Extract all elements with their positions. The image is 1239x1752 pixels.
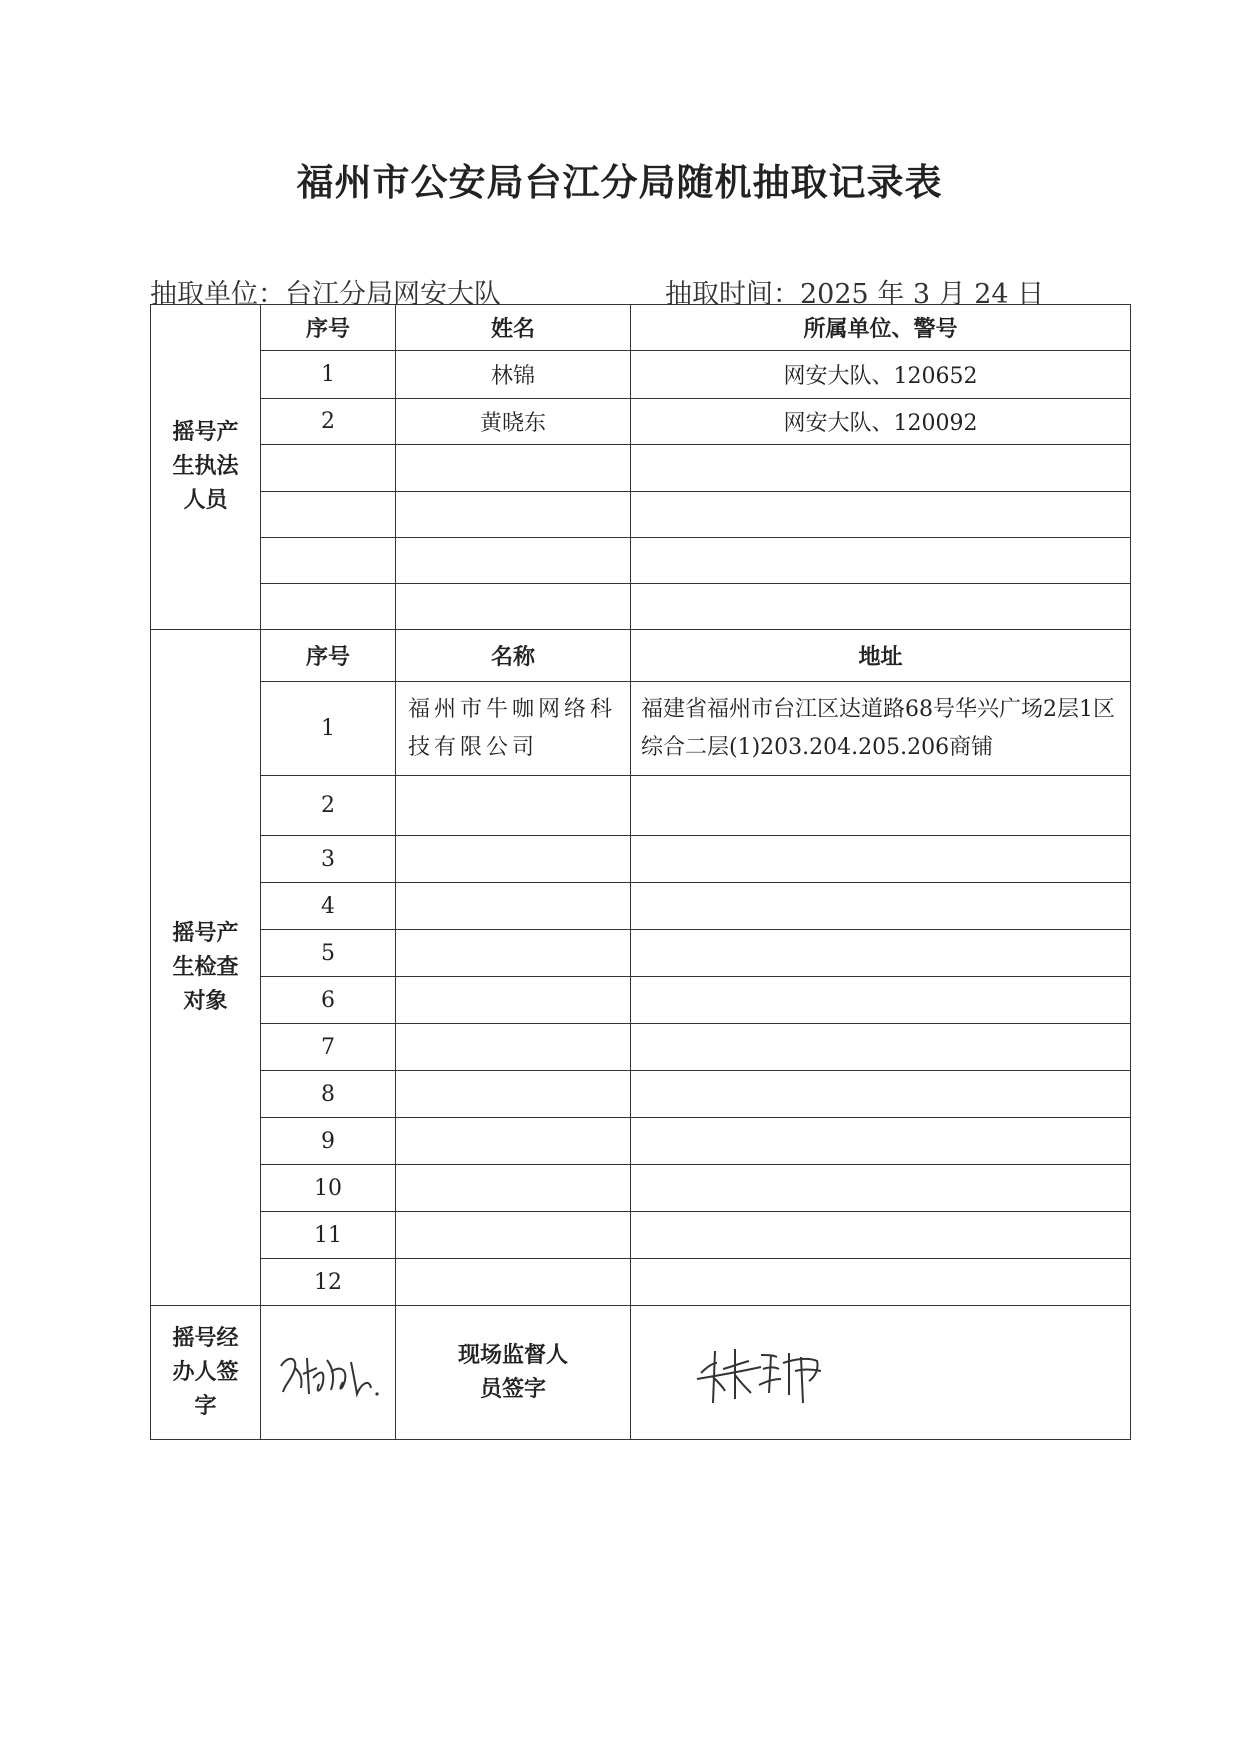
target-name: [396, 1165, 631, 1212]
officer-row: [151, 538, 1131, 584]
targets-header-row: [151, 630, 1131, 682]
col-header-target-name: 名称: [396, 630, 631, 682]
officer-unit: 网安大队、120652: [631, 351, 1131, 399]
target-seq: 7: [261, 1024, 396, 1071]
officer-unit: 网安大队、120092: [631, 399, 1131, 445]
target-seq: 11: [261, 1212, 396, 1259]
target-address: [631, 836, 1131, 883]
target-address: [631, 977, 1131, 1024]
target-seq: 12: [261, 1259, 396, 1306]
target-seq: 5: [261, 930, 396, 977]
target-row: [151, 776, 1131, 836]
target-address: [631, 1165, 1131, 1212]
target-name: [396, 883, 631, 930]
col-header-seq: 序号: [261, 305, 396, 351]
handwritten-signature-supervisor: [691, 1333, 841, 1413]
officer-seq: [261, 492, 396, 538]
supervisor-signature-label: 现场监督人员签字: [396, 1306, 631, 1440]
officer-seq: [261, 584, 396, 630]
target-name: [396, 836, 631, 883]
target-name: [396, 1118, 631, 1165]
target-name: [396, 930, 631, 977]
target-row: [151, 1071, 1131, 1118]
target-seq: 8: [261, 1071, 396, 1118]
target-row: [151, 977, 1131, 1024]
target-row: [151, 1259, 1131, 1306]
target-seq: 4: [261, 883, 396, 930]
col-header-seq: 序号: [261, 630, 396, 682]
signature-row: [151, 1306, 1131, 1440]
officer-seq: [261, 445, 396, 492]
officer-row: [151, 399, 1131, 445]
officer-row: [151, 584, 1131, 630]
target-seq: 1: [261, 682, 396, 776]
target-name: [396, 977, 631, 1024]
officer-unit: [631, 584, 1131, 630]
target-row: [151, 1118, 1131, 1165]
target-address: 福建省福州市台江区达道路68号华兴广场2层1区综合二层(1)203.204.205.206商铺: [631, 682, 1131, 776]
target-row: [151, 1165, 1131, 1212]
officer-name: 林锦: [396, 351, 631, 399]
draw-unit: 抽取单位：台江分局网安大队: [150, 279, 501, 310]
officer-name: [396, 538, 631, 584]
target-name: [396, 776, 631, 836]
target-row: [151, 836, 1131, 883]
officers-section-label: 摇号产生执法人员: [151, 305, 261, 630]
target-address: [631, 883, 1131, 930]
col-header-name: 姓名: [396, 305, 631, 351]
target-name: [396, 1212, 631, 1259]
target-address: [631, 1071, 1131, 1118]
target-seq: 3: [261, 836, 396, 883]
officer-seq: 1: [261, 351, 396, 399]
handwritten-signature-operator: [273, 1338, 383, 1408]
target-address: [631, 1212, 1131, 1259]
operator-signature-label: 摇号经办人签字: [151, 1306, 261, 1440]
target-address: [631, 930, 1131, 977]
officer-row: [151, 492, 1131, 538]
officer-name: [396, 492, 631, 538]
record-table: [150, 304, 1131, 1440]
draw-time: 抽取时间：2025 年 3 月 24 日: [665, 279, 1045, 310]
officer-seq: 2: [261, 399, 396, 445]
target-name: [396, 1024, 631, 1071]
target-row: [151, 1024, 1131, 1071]
targets-section-label: 摇号产生检查对象: [151, 630, 261, 1306]
officer-name: 黄晓东: [396, 399, 631, 445]
page-title: 福州市公安局台江分局随机抽取记录表: [296, 161, 943, 204]
officer-name: [396, 445, 631, 492]
supervisor-signature: [631, 1306, 1131, 1440]
operator-signature: [261, 1306, 396, 1440]
officer-unit: [631, 538, 1131, 584]
officers-header-row: [151, 305, 1131, 351]
col-header-address: 地址: [631, 630, 1131, 682]
target-name: [396, 1259, 631, 1306]
target-seq: 9: [261, 1118, 396, 1165]
officer-unit: [631, 445, 1131, 492]
officer-row: [151, 445, 1131, 492]
officer-unit: [631, 492, 1131, 538]
target-name: [396, 1071, 631, 1118]
target-name: 福州市牛咖网络科技有限公司: [396, 682, 631, 776]
target-row: [151, 682, 1131, 776]
officer-seq: [261, 538, 396, 584]
officer-name: [396, 584, 631, 630]
col-header-unit: 所属单位、警号: [631, 305, 1131, 351]
officer-row: [151, 351, 1131, 399]
target-seq: 2: [261, 776, 396, 836]
target-address: [631, 776, 1131, 836]
target-address: [631, 1118, 1131, 1165]
target-seq: 6: [261, 977, 396, 1024]
target-row: [151, 1212, 1131, 1259]
target-address: [631, 1259, 1131, 1306]
target-address: [631, 1024, 1131, 1071]
target-row: [151, 883, 1131, 930]
target-row: [151, 930, 1131, 977]
target-seq: 10: [261, 1165, 396, 1212]
